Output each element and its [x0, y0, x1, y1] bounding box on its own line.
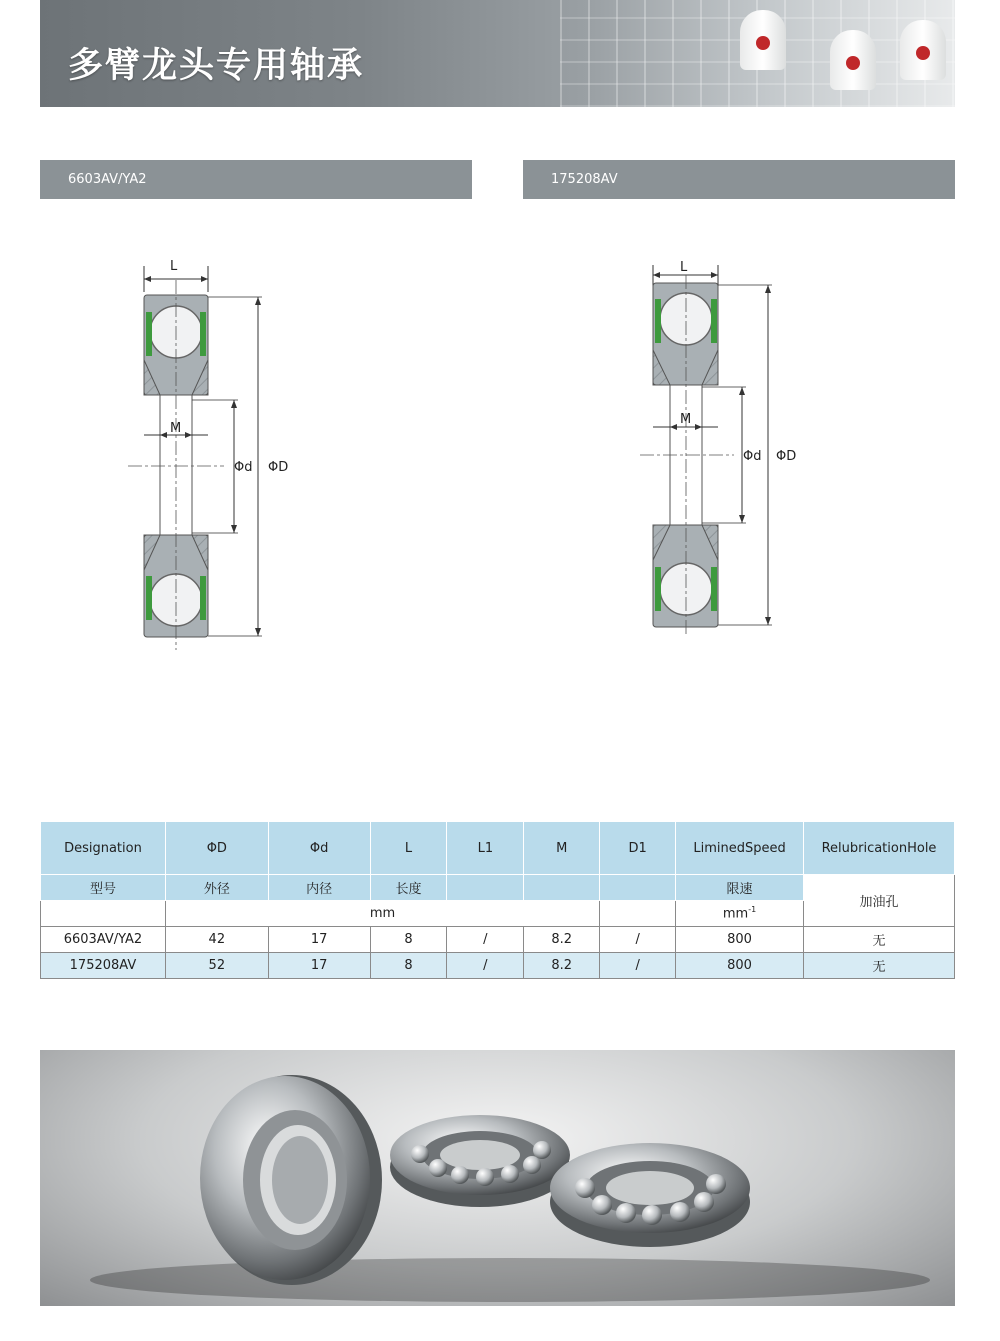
header-cell — [447, 875, 524, 901]
spool-image — [900, 20, 946, 80]
dim-label-D: ΦD — [776, 449, 797, 464]
model-bar-left: 6603AV/YA2 — [40, 160, 472, 199]
cell: 800 — [676, 953, 804, 979]
cell: 42 — [165, 927, 268, 953]
cell: 52 — [165, 953, 268, 979]
cell: / — [600, 927, 676, 953]
cell: / — [447, 953, 524, 979]
bearings-illustration — [40, 1050, 955, 1306]
header-cell: 限速 — [676, 875, 804, 901]
header-cell: LiminedSpeed — [676, 822, 804, 875]
dim-label-L: L — [170, 259, 178, 274]
header-cell: D1 — [600, 822, 676, 875]
header-cell: RelubricationHole — [804, 822, 955, 875]
cell: 800 — [676, 927, 804, 953]
header-cell — [524, 875, 600, 901]
header-cell: Designation — [41, 822, 166, 875]
cell: 无 — [804, 927, 955, 953]
cell: 175208AV — [41, 953, 166, 979]
dim-label-M: M — [170, 421, 182, 436]
bearing-drawing-right — [630, 255, 850, 635]
header-cell: ΦD — [165, 822, 268, 875]
cell: 8.2 — [524, 927, 600, 953]
bearing-drawing-left — [120, 250, 340, 660]
spool-image — [830, 30, 876, 90]
cell: / — [600, 953, 676, 979]
cell: 无 — [804, 953, 955, 979]
cell: 17 — [268, 927, 370, 953]
header-cell: 外径 — [165, 875, 268, 901]
header-cell — [600, 875, 676, 901]
header-cell: 加油孔 — [804, 875, 955, 927]
header-banner — [40, 0, 955, 107]
dim-label-L: L — [680, 260, 688, 275]
cell: 17 — [268, 953, 370, 979]
dim-label-d: Φd — [234, 460, 253, 475]
unit-cell — [600, 901, 676, 927]
spool-image — [740, 10, 786, 70]
header-cell: L — [370, 822, 447, 875]
table-header-en — [41, 822, 955, 875]
dim-label-M: M — [680, 412, 692, 427]
header-cell: 型号 — [41, 875, 166, 901]
cell: 8 — [370, 953, 447, 979]
unit-speed: $mm^{-1}$ — [676, 901, 804, 927]
cell: / — [447, 927, 524, 953]
table-header-cn — [41, 875, 955, 901]
cell: 8.2 — [524, 953, 600, 979]
cell: 6603AV/YA2 — [41, 927, 166, 953]
spec-table — [40, 821, 955, 979]
page-title: 多臂龙头专用轴承 — [68, 46, 365, 86]
header-cell: L1 — [447, 822, 524, 875]
unit-mm: mm — [165, 901, 599, 927]
header-cell: 内径 — [268, 875, 370, 901]
table-row — [41, 927, 955, 953]
header-cell: 长度 — [370, 875, 447, 901]
dim-label-D: ΦD — [268, 460, 289, 475]
bearings-photo — [40, 1050, 955, 1306]
unit-cell — [41, 901, 166, 927]
header-cell: M — [524, 822, 600, 875]
model-bar-right: 175208AV — [523, 160, 955, 199]
table-row — [41, 953, 955, 979]
dim-label-d: Φd — [743, 449, 762, 464]
header-cell: Φd — [268, 822, 370, 875]
cell: 8 — [370, 927, 447, 953]
